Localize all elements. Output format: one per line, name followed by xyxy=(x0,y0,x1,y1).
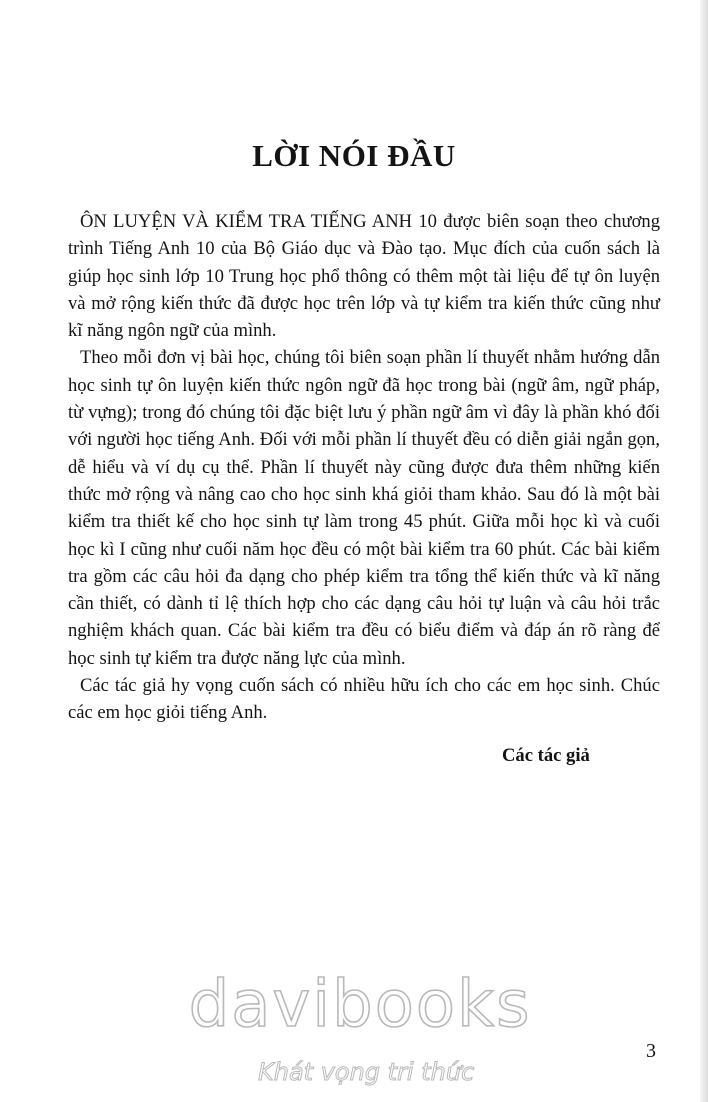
watermark-brand: davibooks xyxy=(188,968,532,1042)
signature: Các tác giả xyxy=(502,745,590,766)
paragraph-closing: Các tác giả hy vọng cuốn sách có nhiều hữu ích cho các em học sinh. Chúc các em học giỏi tiếng Anh. xyxy=(68,675,660,724)
paragraph-intro: ÔN LUYỆN VÀ KIỂM TRA TIẾNG ANH 10 được biên soạn theo chương trình Tiếng Anh 10 của Bộ Giáo dục và Đào tạo. Mục đích của cuốn sách là giúp học sinh lớp 10 Trung học phổ thông có thêm một tài liệu để tự ôn luyện và mở rộng kiến thức đã được học trên lớp và tự kiểm tra kiến thức cũng như kĩ năng ngôn ngữ của mình. xyxy=(68,211,660,342)
preface-body xyxy=(68,208,660,727)
page-title: LỜI NÓI ĐẦU xyxy=(252,138,456,173)
page-number: 3 xyxy=(646,1040,656,1062)
watermark-tagline: Khát vọng tri thức xyxy=(258,1058,475,1086)
paragraph-structure: Theo mỗi đơn vị bài học, chúng tôi biên soạn phần lí thuyết nhằm hướng dẫn học sinh tự ôn luyện kiến thức ngôn ngữ đã học trong bài (ngữ âm, ngữ pháp, từ vựng); trong đó chúng tôi đặc biệt lưu ý phần ngữ âm vì đây là phần khó đối với người học tiếng Anh. Đối với mỗi phần lí thuyết đều có diễn giải ngắn gọn, dễ hiểu và ví dụ cụ thể. Phần lí thuyết này cũng được đưa thêm những kiến thức mở rộng và nâng cao cho học sinh khá giỏi tham khảo. Sau đó là một bài kiểm tra thiết kế cho học sinh tự làm trong 45 phút. Giữa mỗi học kì và cuối học kì I cũng như cuối năm học đều có một bài kiểm tra 60 phút. Các bài kiểm tra gồm các câu hỏi đa dạng cho phép kiểm tra tổng thể kiến thức và kĩ năng cần thiết, có dành tỉ lệ thích hợp cho các dạng câu hỏi tự luận và câu hỏi trắc nghiệm khách quan. Các bài kiểm tra đều có biểu điểm và đáp án rõ ràng để học sinh tự kiểm tra được năng lực của mình. xyxy=(68,347,660,669)
